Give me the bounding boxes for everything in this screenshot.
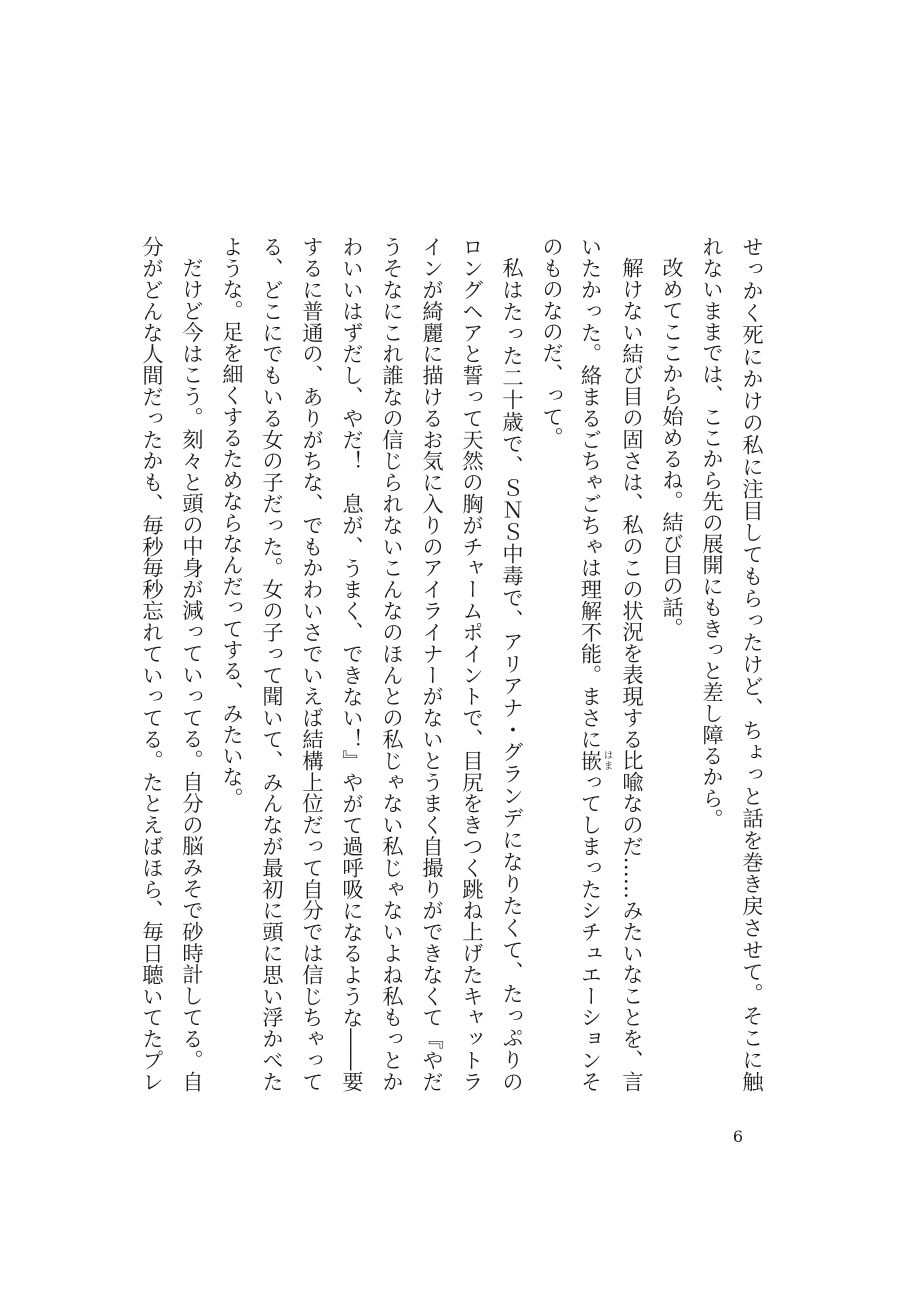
- ruby-annotation: [578, 749, 613, 772]
- ruby-base: 嵌: [578, 749, 604, 772]
- text-column: 改めてここから始めるね。結び目の話。: [660, 257, 685, 639]
- text-column: 解けない結び目の固さは、私のこの状況を表現する比喩なのだ……みたいなことを、言: [620, 257, 645, 1092]
- text-column: る、どこにでもいる女の子だった。女の子って聞いて、みんなが最初に頭に思い浮かべた: [260, 236, 285, 1092]
- ruby-reading: はま: [601, 749, 613, 771]
- text-column: するに普通の、ありがちな、でもかわいさでいえば結構上位だって自分では信じちゃって: [300, 236, 325, 1092]
- text-column: のものなのだ、って。: [540, 236, 565, 448]
- text-column: 私はたった二十歳で、ＳＮＳ中毒で、アリアナ・グランデになりたくて、たっぷりの: [500, 257, 525, 1092]
- text-column: れないままでは、ここから先の展開にもきっと差し障るから。: [700, 236, 725, 830]
- vertical-text-body: [132, 236, 772, 1092]
- text-segment: いたかった。絡まるごちゃごちゃは理解不能。まさに: [578, 236, 604, 750]
- text-column: インが綺麗に描けるお気に入りのアイライナーがないとうまく自撮りができなくて『やだ: [420, 236, 445, 1092]
- text-column: だけど今はこう。刻々と頭の中身が減っていってる。自分の脳みそで砂時計してる。自: [180, 257, 205, 1092]
- text-column: うそなにこれ誰なの信じられないこんなのほんとの私じゃない私じゃないよね私もっとか: [380, 236, 405, 1092]
- text-column: せっかく死にかけの私に注目してもらったけど、ちょっと話を巻き戻させて。そこに触: [740, 236, 765, 1092]
- text-column: ロングヘアと誓って天然の胸がチャームポイントで、目尻をきつく跳ね上げたキャットラ: [460, 236, 485, 1092]
- text-column: わいいはずだし、やだ！ 息が、うまく、できない！』やがて過呼吸になるような――要: [340, 236, 365, 1092]
- text-segment: ってしまったシチュエーションそ: [578, 771, 604, 1092]
- text-column: [572, 236, 612, 1092]
- page-number: 6: [732, 1127, 744, 1146]
- text-column: 分がどんな人間だったかも、毎秒毎秒忘れていってる。たとえばほら、毎日聴いてたプレ: [140, 236, 165, 1092]
- text-column: ような。足を細くするためならなんだってする、みたいな。: [220, 236, 245, 809]
